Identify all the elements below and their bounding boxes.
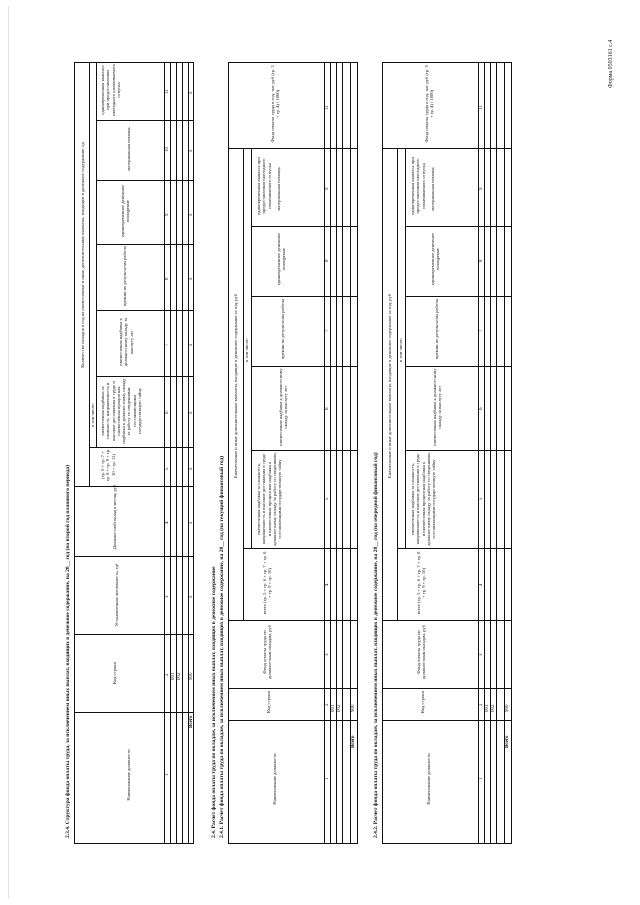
col-line xyxy=(405,296,512,297)
colnum-5: 5 xyxy=(479,497,484,500)
row-line xyxy=(350,62,351,844)
colnum-9: 9 xyxy=(165,213,170,216)
col-line xyxy=(228,688,358,689)
x-mark: x xyxy=(189,595,194,598)
header-salary: Должностной оклад в месяц, руб xyxy=(112,484,117,550)
header-c9: материальная помощь xyxy=(430,167,435,211)
header-name: Наименование должности xyxy=(126,749,131,801)
header-c11: Фонд оплаты труда в год, тыс руб (гр. 3 + гр. 4) / 1000) xyxy=(424,65,435,143)
section-title-2-4-1: 2.4.1. Расчет фонда оплаты труда по окладам, за исключением иных выплат, входящих в денежное содержание, на 20__ год (на текущий финансовый год) xyxy=(219,455,225,838)
colnum-1: 1 xyxy=(325,777,330,780)
total-code: 900 xyxy=(189,672,194,680)
header-c10: материальная помощь xyxy=(126,127,131,171)
header-c6: ежемесячная надбавка за сложность, напряженность и высокие достижения в труде и ежемесячная процентная надбавка к должностному окладу за работу со сведениями, составляющими государственную тайну xyxy=(100,378,142,444)
colnum-5: 5 xyxy=(165,467,170,470)
x-mark: x xyxy=(189,277,194,280)
header-c8: единовременное денежное поощрение xyxy=(430,232,441,286)
header-c6: ежемесячная надбавка к должностному окладу за выслугу лет xyxy=(432,368,443,446)
header-formula: (гр. 6 + гр. 7 + гр. 8 + гр. 9 + гр. 10 + гр. 11) xyxy=(100,448,116,482)
colnum-2: 2 xyxy=(325,703,330,706)
colnum-4: 4 xyxy=(479,583,484,586)
col-line xyxy=(96,120,194,121)
col-line xyxy=(382,620,512,621)
row-code: 001 xyxy=(331,704,336,712)
col-line xyxy=(382,720,512,721)
col-line xyxy=(251,226,358,227)
colnum-8: 8 xyxy=(325,259,330,262)
header-total: всего (гр. 5 + гр. 6 + гр. 7 + гр. 8 + гр. 9 + гр. 10) xyxy=(416,551,427,615)
col-line xyxy=(382,148,512,149)
x-mark: x xyxy=(189,91,194,94)
colnum-1: 1 xyxy=(479,777,484,780)
col-line xyxy=(96,376,194,377)
x-mark: x xyxy=(189,149,194,152)
x-mark: x xyxy=(189,343,194,346)
col-line xyxy=(397,548,512,549)
header-incl: в том числе: xyxy=(398,338,403,362)
row-line xyxy=(342,62,343,844)
header-staff: Установленная численность, ед¹ xyxy=(114,563,119,627)
colnum-8: 8 xyxy=(165,277,170,280)
colnum-6: 6 xyxy=(325,407,330,410)
colnum-7: 7 xyxy=(165,343,170,346)
header-c8: премии по результатам работы xyxy=(122,245,127,307)
col-line xyxy=(405,450,512,451)
total-code: 900 xyxy=(505,704,510,712)
x-mark: x xyxy=(189,521,194,524)
row-code: 002 xyxy=(337,704,342,712)
col-line xyxy=(74,556,194,557)
col-line xyxy=(228,720,358,721)
colnum-7: 7 xyxy=(479,329,484,332)
colnum-11: 11 xyxy=(165,89,170,94)
col-line xyxy=(405,226,512,227)
colnum-5: 5 xyxy=(325,497,330,500)
colnum-3: 3 xyxy=(325,653,330,656)
col-line xyxy=(382,688,512,689)
col-line xyxy=(251,450,358,451)
col-line xyxy=(228,148,358,149)
total-code: 900 xyxy=(351,704,356,712)
colnum-10: 10 xyxy=(165,147,170,152)
col-line xyxy=(228,620,358,621)
row-line xyxy=(324,62,325,844)
row-line xyxy=(484,62,485,844)
colnum-1: 1 xyxy=(165,773,170,776)
header-c7: премии по результатам работы xyxy=(280,298,285,360)
colnum-9: 9 xyxy=(479,187,484,190)
x-mark: x xyxy=(189,213,194,216)
col-line xyxy=(251,296,358,297)
col-line xyxy=(74,486,194,487)
colnum-8: 8 xyxy=(479,259,484,262)
header-group: Ежемесячные и иные дополнительные выплаты, входящие в денежное содержание за год, руб xyxy=(387,293,392,479)
row-code: 001 xyxy=(171,672,176,680)
col-line xyxy=(96,310,194,311)
colnum-11: 11 xyxy=(325,105,330,110)
header-c9: единовременное денежное поощрение xyxy=(120,184,131,238)
colnum-4: 4 xyxy=(325,583,330,586)
header-total: всего (гр. 5 + гр. 6 + гр. 7 + гр. 8 + гр. 9 + гр. 10) xyxy=(262,551,273,615)
row-code: 002 xyxy=(177,672,182,680)
row-line xyxy=(496,62,497,844)
header-incl: в том числе: xyxy=(90,403,95,427)
row-line xyxy=(478,62,479,844)
row-code: 001 xyxy=(485,704,490,712)
header-c10: единовременная выплата при предоставлении ежегодного оплачиваемого отпуска xyxy=(256,157,272,215)
total-label: Всего xyxy=(505,735,510,748)
col-line xyxy=(405,366,512,367)
colnum-6: 6 xyxy=(165,411,170,414)
colnum-2: 2 xyxy=(165,673,170,676)
colnum-6: 6 xyxy=(479,407,484,410)
col-line xyxy=(96,180,194,181)
header-c6: ежемесячная надбавка к должностному окладу за выслугу лет xyxy=(278,368,289,446)
header-group: Ежемесячные и иные дополнительные выплаты, входящие в денежное содержание за год, руб xyxy=(233,293,238,479)
colnum-3: 3 xyxy=(165,595,170,598)
header-incl: в том числе: xyxy=(244,338,249,362)
colnum-11: 11 xyxy=(479,105,484,110)
header-c8: единовременное денежное поощрение xyxy=(276,232,287,286)
header-code: Код строки xyxy=(420,691,425,713)
total-label: Всего xyxy=(351,735,356,748)
header-c11: единовременная выплата при предоставлении ежегодного оплачиваемого отпуска xyxy=(100,63,121,117)
section-title-2-4: 2.4. Расчет фонда оплаты труда по окладам, за исключением иных выплат, входящих в денежное содержание xyxy=(211,566,217,838)
row-line xyxy=(330,62,331,844)
x-mark: x xyxy=(189,411,194,414)
col-line xyxy=(74,634,194,635)
row-line xyxy=(336,62,337,844)
col-line xyxy=(243,548,358,549)
colnum-3: 3 xyxy=(479,653,484,656)
header-code: Код строки xyxy=(266,691,271,713)
colnum-7: 7 xyxy=(325,329,330,332)
colnum-4: 4 xyxy=(165,521,170,524)
header-fot: Фонд оплаты труда по должностным окладам, руб xyxy=(262,625,273,679)
row-line xyxy=(490,62,491,844)
incl-header-line xyxy=(405,148,406,548)
header-c7: премии по результатам работы xyxy=(434,298,439,360)
header-fot: Фонд оплаты труда по должностным окладам, руб xyxy=(416,625,427,679)
header-c10: единовременная выплата при предоставлении ежегодного оплачиваемого отпуска xyxy=(410,157,426,215)
header-c5: ежемесячная надбавка за сложность, напряженность и высокие достижения в труде и ежемесячная процентная надбавка к должностному окладу за работу со сведениями, составляющими государственную тайну xyxy=(410,452,437,546)
x-mark: x xyxy=(189,467,194,470)
col-line xyxy=(251,366,358,367)
col-line xyxy=(74,712,194,713)
section-title-2-3-4: 2.3.4. Структура фонда оплаты труда, за исключением иных выплат, входящих в денежное содержание, на 20__ год (на второй год планового периода) xyxy=(65,464,71,838)
header-group: Количество окладов в год на ежемесячные и иные дополнительные выплаты, входящие в денежное содержание, ед xyxy=(80,142,85,368)
header-c5: ежемесячная надбавка за сложность, напряженность и высокие достижения в труде и ежемесячная процентная надбавка к должностному окладу за работу со сведениями, составляющими государственную тайну xyxy=(256,452,283,546)
header-name: Наименование должности xyxy=(272,753,277,805)
incl-header-line xyxy=(251,148,252,548)
section-title-2-4-2: 2.4.2. Расчет фонда оплаты труда по окладам, за исключением иных выплат, входящих в денежное содержание, на 20__ год (на очередной финансовый год) xyxy=(373,452,379,838)
colnum-2: 2 xyxy=(479,703,484,706)
col-line xyxy=(96,244,194,245)
row-code: 002 xyxy=(491,704,496,712)
header-code: Код строки xyxy=(112,662,117,684)
header-name: Наименование должности xyxy=(426,753,431,805)
row-line xyxy=(504,62,505,844)
form-code: Форма 0503161 с.4 xyxy=(608,39,614,88)
header-c11: Фонд оплаты труда в год, тыс руб (гр. 3 + гр. 4) / 1000) xyxy=(270,65,281,143)
total-label: Всего xyxy=(189,715,194,728)
header-c7: ежемесячная надбавка к должностному окладу за выслугу лет xyxy=(118,317,134,367)
colnum-9: 9 xyxy=(325,187,330,190)
header-c9: материальная помощь xyxy=(276,167,281,211)
